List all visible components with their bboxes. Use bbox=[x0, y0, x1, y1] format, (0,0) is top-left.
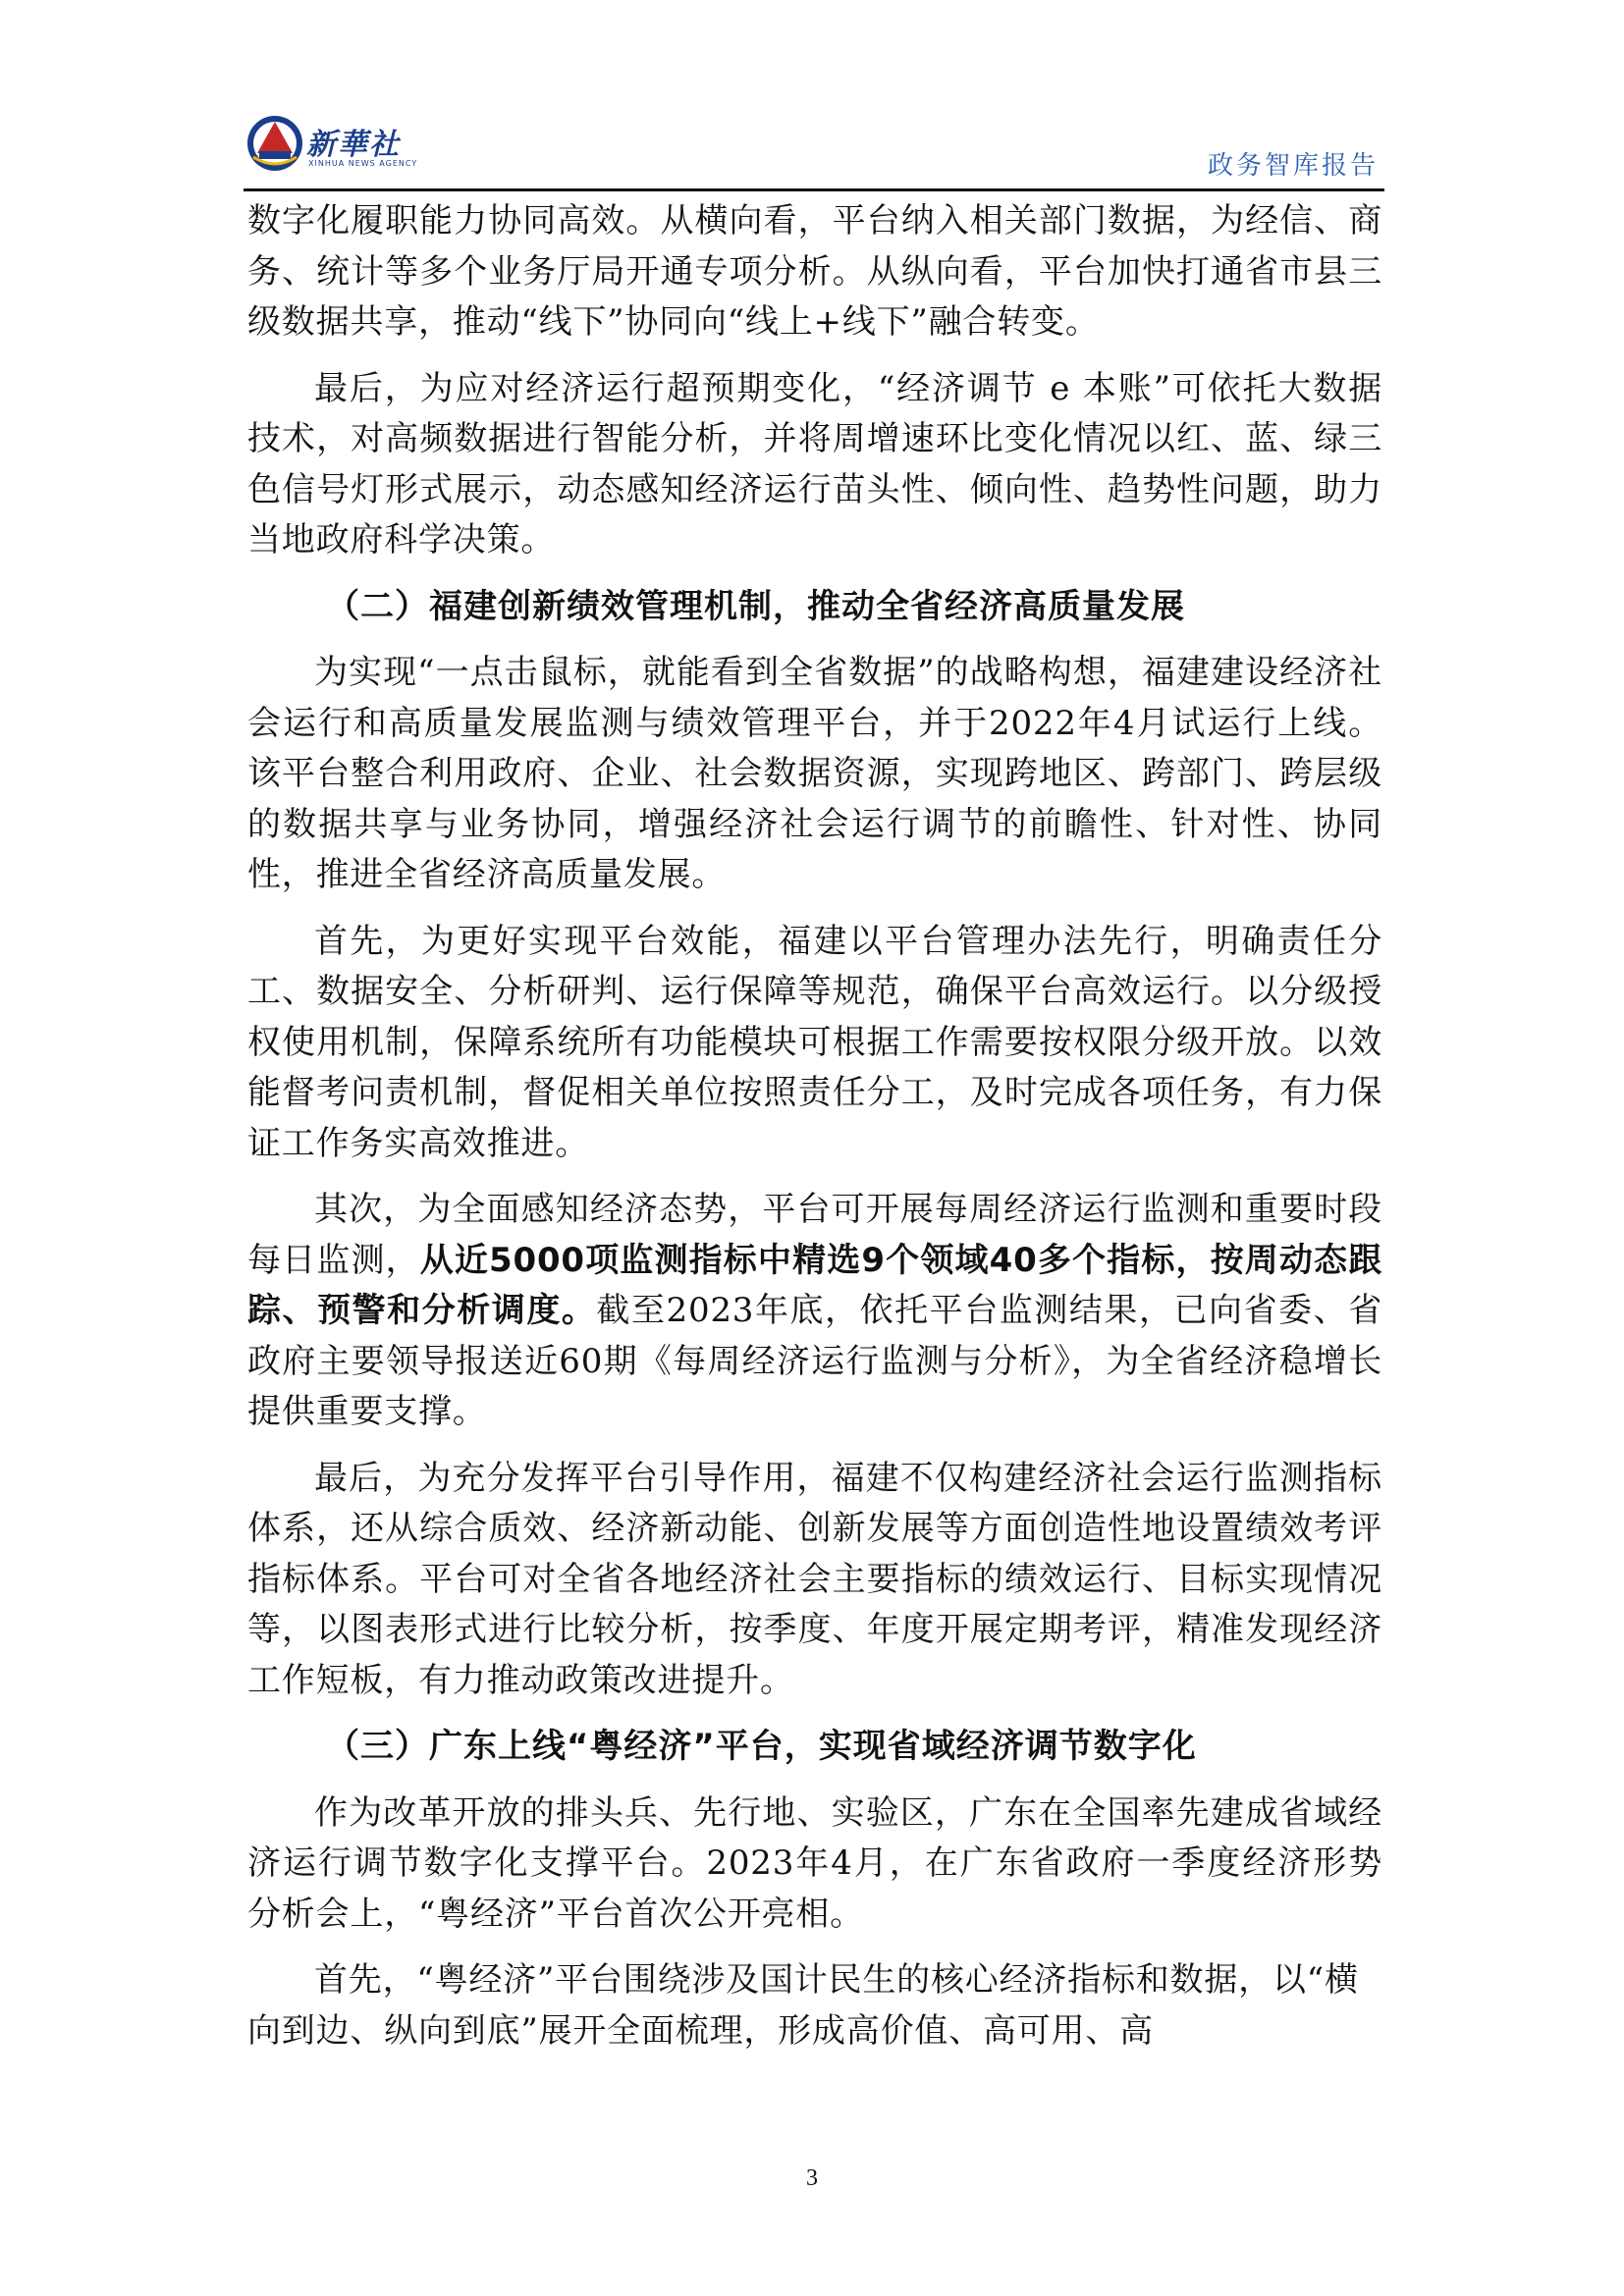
logo-title: 新華社 bbox=[306, 128, 401, 162]
paragraph: 首先，“粤经济”平台围绕涉及国计民生的核心经济指标和数据，以“横向到边、纵向到底”展开全面梳理，形成高价值、高可用、高 bbox=[247, 1960, 1359, 2051]
paragraph: 最后，为充分发挥平台引导作用，福建不仅构建经济社会运行监测指标体系，还从综合质效、经济新动能、创新发展等方面创造性地设置绩效考评指标体系。平台可对全省各地经济社会主要指标的绩效运行、目标实现情况等，以图表形式进行比较分析，按季度、年度开展定期考评，精准发现经济工作短板，有力推动政策改进提升。 bbox=[247, 1458, 1382, 1700]
paragraph-emphasis: 从近5000项监测指标中精选9个领域40多个指标，按周动态跟踪、预警和分析调度。 bbox=[247, 1240, 1382, 1330]
paragraph bbox=[247, 1185, 1382, 1438]
section-heading-guangdong: （三）广东上线“粤经济”平台，实现省域经济调节数字化 bbox=[326, 1727, 1197, 1766]
header-divider bbox=[244, 188, 1384, 191]
report-series-title: 政务智库报告 bbox=[1207, 151, 1379, 181]
paragraph: 首先，为更好实现平台效能，福建以平台管理办法先行，明确责任分工、数据安全、分析研判、运行保障等规范，确保平台高效运行。以分级授权使用机制，保障系统所有功能模块可根据工作需要按权限分级开放。以效能督考问责机制，督促相关单位按照责任分工，及时完成各项任务，有力保证工作务实高效推进。 bbox=[247, 921, 1382, 1163]
paragraph-text: 截至2023年底，依托平台监测结果，已向省委、省政府主要领导报送近60期《每周经济运行监测与分析》，为全省经济稳增长提供重要支撑。 bbox=[247, 1291, 1382, 1431]
xinhua-logo bbox=[244, 114, 418, 175]
section-heading-fujian: （二）福建创新绩效管理机制，推动全省经济高质量发展 bbox=[326, 586, 1185, 626]
paragraph: 为实现“一点击鼠标，就能看到全省数据”的战略构想，福建建设经济社会运行和高质量发展监测与绩效管理平台，并于2022年4月试运行上线。该平台整合利用政府、企业、社会数据资源，实现跨地区、跨部门、跨层级的数据共享与业务协同，增强经济社会运行调节的前瞻性、针对性、协同性，推进全省经济高质量发展。 bbox=[247, 653, 1382, 894]
page-number: 3 bbox=[806, 2165, 818, 2191]
paragraph: 作为改革开放的排头兵、先行地、实验区，广东在全国率先建成省域经济运行调节数字化支撑平台。2023年4月，在广东省政府一季度经济形势分析会上，“粤经济”平台首次公开亮相。 bbox=[247, 1792, 1382, 1934]
logo-subtitle: XINHUA NEWS AGENCY bbox=[308, 159, 418, 168]
paragraph-text: 其次，为全面感知经济态势，平台可开展每周经济运行监测和重要时段每日监测， bbox=[247, 1190, 1382, 1280]
document-body bbox=[247, 196, 1382, 2056]
xinhua-emblem-icon bbox=[245, 114, 304, 173]
paragraph-continued: 数字化履职能力协同高效。从横向看，平台纳入相关部门数据，为经信、商务、统计等多个业务厅局开通专项分析。从纵向看，平台加快打通省市县三级数据共享，推动“线下”协同向“线上+线下”融合转变。 bbox=[247, 201, 1382, 342]
paragraph: 最后，为应对经济运行超预期变化，“经济调节 e 本账”可依托大数据技术，对高频数据进行智能分析，并将周增速环比变化情况以红、蓝、绿三色信号灯形式展示，动态感知经济运行苗头性、倾向性、趋势性问题，助力当地政府科学决策。 bbox=[247, 368, 1382, 560]
page-header bbox=[244, 108, 1384, 191]
